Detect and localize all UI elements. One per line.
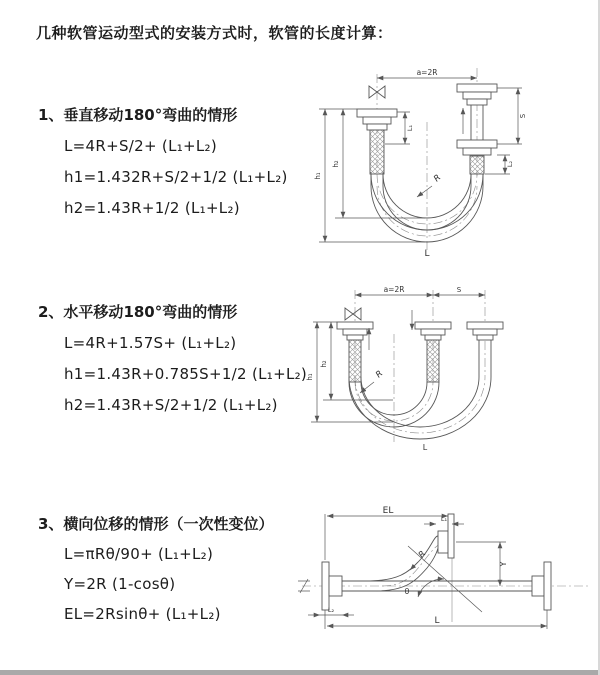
dim-label-el: EL — [382, 506, 394, 516]
radius-label: R — [374, 368, 386, 381]
diagram-horizontal-180 — [305, 282, 590, 457]
dim-label-s: S — [456, 286, 462, 294]
section-lateral-offset — [38, 509, 273, 629]
radius-label: R — [432, 172, 444, 185]
section-2-formula-h2: h2=1.43R+S/2+1/2 (L₁+L₂) — [64, 396, 278, 414]
length-label: L — [434, 616, 440, 626]
dim-label-l2: L₂ — [327, 606, 335, 614]
section-2-formula-h1: h1=1.43R+0.785S+1/2 (L₁+L₂) — [64, 365, 308, 383]
dim-label-s: S — [519, 113, 527, 119]
page-title: 几种软管运动型式的安装方式时，软管的长度计算： — [36, 24, 393, 42]
right-flange-assembly — [467, 322, 503, 340]
diagram-vertical-180 — [305, 64, 585, 259]
section-vertical-180 — [38, 100, 288, 224]
section-1-heading: 1、垂直移动180°弯曲的情形 — [38, 106, 238, 124]
dim-label-h1: h₁ — [306, 373, 314, 381]
angle-arc — [418, 579, 444, 597]
section-horizontal-180 — [38, 297, 307, 421]
lower-right-flange-assembly — [532, 562, 551, 610]
section-1-formula-h1: h1=1.432R+S/2+1/2 (L₁+L₂) — [64, 168, 288, 186]
dim-label-a2r: a=2R — [383, 285, 405, 294]
braided-hose-section — [470, 156, 484, 174]
valve-icon — [345, 308, 361, 320]
braided-hose-section — [427, 340, 439, 382]
section-2-formula-L: L=4R+1.57S+ (L₁+L₂) — [64, 334, 237, 352]
middle-flange-assembly — [415, 322, 451, 382]
section-1-formula-L: L=4R+S/2+ (L₁+L₂) — [64, 137, 218, 155]
dim-label-h1: h₁ — [314, 172, 322, 180]
dim-label-l2: L₂ — [506, 160, 514, 168]
dim-label-y: Y — [499, 561, 508, 567]
section-2-heading: 2、水平移动180°弯曲的情形 — [38, 303, 238, 321]
page-bottom-edge — [0, 670, 598, 675]
section-1-formula-h2: h2=1.43R+1/2 (L₁+L₂) — [64, 199, 240, 217]
centerlines — [377, 68, 477, 252]
dim-label-l1: L₁ — [440, 515, 448, 523]
dim-label-a2r: a=2R — [416, 68, 438, 77]
dim-label-h2: h₂ — [332, 160, 340, 168]
dim-label-l1: L₁ — [406, 124, 414, 132]
length-label: L — [422, 443, 428, 452]
section-3-formula-L: L=πRθ/90+ (L₁+L₂) — [64, 545, 214, 563]
length-label: L — [424, 249, 430, 259]
dim-label-h2: h₂ — [320, 360, 328, 368]
angle-label: θ — [404, 587, 410, 596]
section-3-formula-EL: EL=2Rsinθ+ (L₁+L₂) — [64, 605, 221, 623]
braided-hose-section — [370, 130, 384, 174]
right-flange-assembly — [457, 84, 497, 174]
section-3-formula-Y: Y=2R (1-cosθ) — [64, 575, 176, 593]
radius-line — [408, 546, 482, 612]
diagram-lateral-offset — [296, 502, 596, 642]
dimensions — [314, 68, 527, 259]
section-3-heading: 3、横向位移的情形（一次性变位） — [38, 515, 274, 533]
braided-hose-section — [349, 340, 361, 382]
radius-label: R — [416, 549, 429, 561]
hose-bends — [349, 340, 491, 439]
